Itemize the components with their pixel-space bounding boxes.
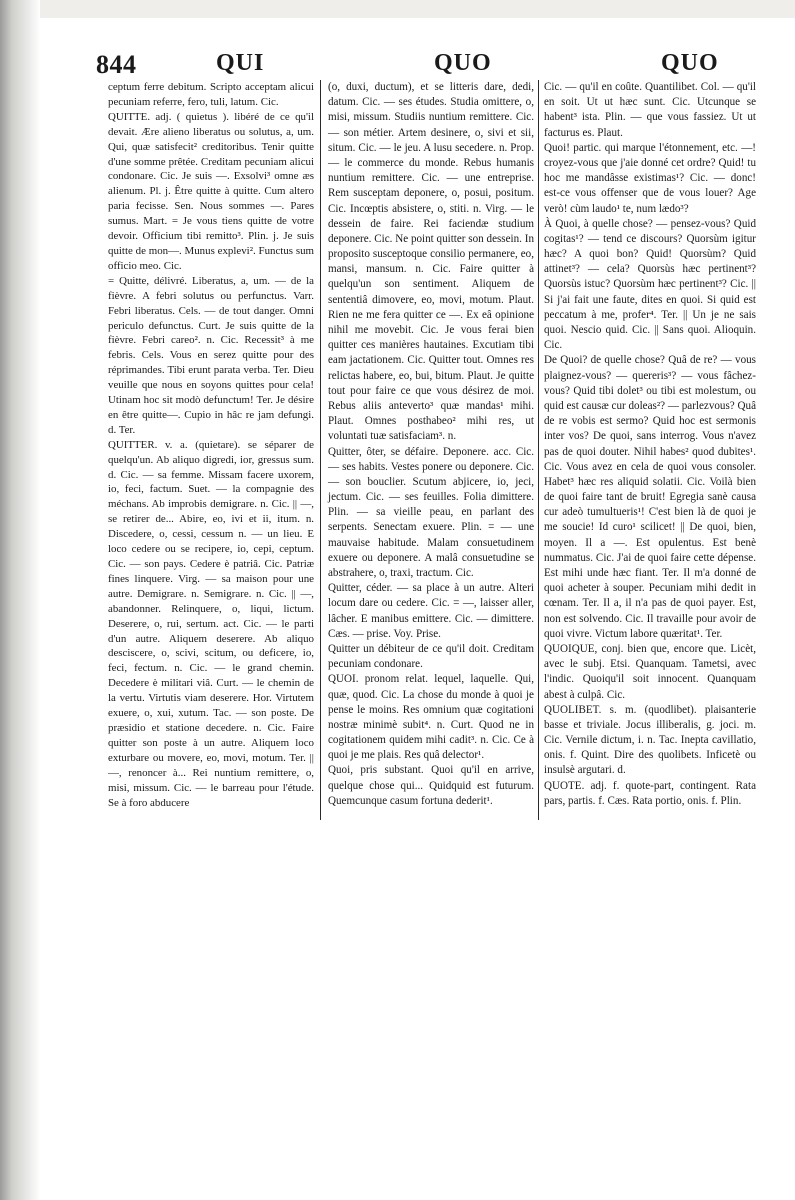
text-column-left [108,80,314,810]
entry-paragraph: À Quoi, à quelle chose? — pensez-vous? Quid cogitas¹? — tend ce discours? Quorsùm igitur hæc? A quoi bon? Quid! Quorsùm? Quid attinet³? — cela? Quorsùs hæc pertinent³? Quorsùs istuc? Quorsùm hæc pertinent³? Cic. || Si j'ai fait une faute, dites en quoi. Si quid est peccatum à me, profer⁴. Ter. || Un je ne sais quoi. Nescio quid. Cic. || Sans quoi. Alioquin. Cic. [544,217,756,352]
entry-paragraph: QUOI. pronom relat. lequel, laquelle. Qui, quæ, quod. Cic. La chose du monde à quoi je pense le moins. Res omnium quæ cogitationi nostræ minimè subit⁴. n. Curt. Quod ne in cogitationem quidem mihi cadit³. n. Cic. Ce à quoi je me plais. Res quâ delector¹. [328,673,534,762]
entry-paragraph: QUOLIBET. s. m. (quodlibet). plaisanterie basse et triviale. Jocus illiberalis, g. joci. m. Cic. Vernile dictum, i. n. Tac. Inepta cavillatio, onis. f. Quint. Dire des quolibets. Inficetè ou insulsè argutari. d. [544,703,756,777]
entry-paragraph: Quitter, ôter, se défaire. Deponere. acc. Cic. — ses habits. Vestes ponere ou deponere. Cic. — son bouclier. Scutum abjicere, io, jeci, jectum. Cic. — ses feuilles. Folia dimittere. Plin. — sa vieille peau, en parlant des serpents. Senectam exuere. Plin. = — une mauvaise habitude. Malam consuetudinem exuere ou deponere. A malâ consuetudine se abstrahere, o, traxi, tractum. Cic. [328,445,534,579]
column-rule [538,80,539,820]
page-top-edge [0,0,795,18]
entry-paragraph: Quitter un débiteur de ce qu'il doit. Creditam pecuniam condonare. [328,642,534,671]
entry-paragraph: Quoi, pris substant. Quoi qu'il en arrive, quelque chose qui... Quidquid est futurum. Quemcunque casum fortuna dederit¹. [328,764,534,807]
left-guide-word: QUI [216,50,265,76]
blank-page-area [0,900,795,1200]
entry-paragraph: QUOIQUE, conj. bien que, encore que. Licèt, avec le subj. Etsi. Quanquam. Tametsi, avec l'indic. Quoiqu'il soit innocent. Quanquam abest à culpâ. Cic. [544,642,756,701]
entry-paragraph: De Quoi? de quelle chose? Quâ de re? — vous plaignez-vous? — quereris³? — vous fâchez-vous? Quid tibi dolet³ ou tibi est molestum, ou quid est causæ cur doleas²? — parlezvous? Quâ de re vobis est sermo? Quid hoc est sermonis inter vos? De quoi, sans interrog. Vous n'avez pas de quoi douter. Nihil habes² quod dubites¹. Cic. Vous avez en cela de quoi vous consoler. Habet³ hæc res aliquid solatii. Cic. Voilà bien de quoi faire tant de bruit! Egregia sanè causa cur adeò tumultueris¹! C'est bien là de quoi je me soucie! Id curo¹ scilicet! || De quoi, bien, moyen. Il a —. Est opulentus. Est benè nummatus. Cic. J'ai de quoi faire cette dépense. Est mihi unde hæc fiant. Ter. Il m'a donné de quoi acheter à souper. Pecuniam mihi dedit in cœnam. Ter. Il a, il n'a pas de quoi payer. Est, non est solvendo. Cic. Il travaille pour avoir de quoi vivre. Victum labore quæritat¹. Ter. [544,354,756,640]
entry-paragraph: QUITTE. adj. ( quietus ). libéré de ce qu'il devait. Ære alieno liberatus ou solutus, a, um. Qui, quæ satisfecit² creditoribus. Tenir quitte d'une somme prêtée. Creditam pecuniam alicui condonare. Cic. Je suis —. Exsolvi³ omne æs alienum. Pl. j. Être quitte à quitte. Cum altero paria fecisse. Sen. Nous sommes —. Pares sumus. Mart. = Je vous tiens quitte de votre devoir. Officium tibi remitto³. Plin. j. Je suis quitte de mon—. Munus explevi². Functus sum officio meo. Cic. [108,110,314,272]
entry-paragraph: Cic. — qu'il en coûte. Quantilibet. Col. — qu'il en soit. Ut ut hæc sunt. Cic. Utcunque se habent³ ista. Plin. — que vous fassiez. Ut ut facturus es. Plaut. [544,81,756,139]
entry-paragraph: Quitter, céder. — sa place à un autre. Alteri locum dare ou cedere. Cic. = —, laisser aller, lâcher. E manibus emittere. Cic. — dimittere. Cæs. — prise. Voy. Prise. [328,582,534,640]
column-rule [320,80,321,820]
text-column-middle [328,80,534,809]
binding-shadow [0,0,40,1200]
entry-paragraph: QUOTE. adj. f. quote-part, contingent. Rata pars, partis. f. Cæs. Rata portio, onis. f. Plin. [544,779,756,807]
running-header [96,50,766,78]
page-number: 844 [96,50,137,79]
text-column-right [544,80,756,809]
entry-paragraph: QUITTER. v. a. (quietare). se séparer de quelqu'un. Ab aliquo digredi, ior, gressus sum. d. Cic. — sa femme. Missam facere uxorem, io, feci, factum. Suet. — la compagnie des méchans. Ab improbis demigrare. n. Cic. || —, se retirer de... Abire, eo, ivi et ii, itum. n. Discedere, o, cessi, cessum n. — un lieu. E loco cedere ou se recipere, io, cepi, ceptum. Cic. — son pays. Cedere è patriâ. Cic. Patriæ fines linquere. Virg. — sa maison pour une autre. Demigrare. n. Semigrare. n. Cic. || —, abandonner. Relinquere, o, liqui, lictum. Deserere, o, rui, sertum. act. Cic. — le parti d'un autre. Aliquem deserere. Ab aliquo desciscere, o, scivi, scitum, ou deficere, io, feci, fectum. n. Cic. — le grand chemin. Decedere è militari viâ. Curt. — le chemin de la vertu. Virtutis viam deserere. Hor. Virtutem exuere, o, xui, xutum. Tac. — son poste. De præsidio et statione decedere. n. Cic. Faire quitter son poste à un autre. Aliquem loco exturbare ou movere, eo, movi, motum. Ter. || —, renoncer à... Rei nuntium remittere, o, misi, missum. Cic. — le barreau pour l'étude. Se à foro abducere [108,438,314,809]
middle-guide-word: QUO [434,50,492,76]
entry-paragraph: = Quitte, délivré. Liberatus, a, um. — de la fièvre. A febri solutus ou perfunctus. Varr. Febri liberatus. Cels. — de tout danger. Omni periculo defunctus. Curt. Je suis quitte de la fièvre. Febri careo². n. Cic. Recessit³ à me febris. Cels. Vous en serez quitte pour des réprimandes. Tibi erunt parata verba. Ter. Dieu veuille que nous en soyons quittes pour cela! Utinam hoc sit modò defunctum! Ter. Je désire en être quitte—. Cupio in hâc re jam defungi. d. Ter. [108,274,314,436]
entry-paragraph: ceptum ferre debitum. Scripto acceptam alicui pecuniam referre, fero, tuli, latum. Cic. [108,81,314,108]
right-guide-word: QUO [661,50,719,76]
entry-paragraph: Quoi! partic. qui marque l'étonnement, etc. —! croyez-vous que j'aie donné cet ordre? Quid! tu hoc me mandâsse existimas¹? Cic. — donc! est-ce vous offenser que de vous louer? Age verò! cùm laudo¹ te, num lædo³? [544,141,756,215]
entry-paragraph: (o, duxi, ductum), et se litteris dare, dedi, datum. Cic. — ses études. Studia omittere, o, misi, missum. Studiis nuntium remittere. Cic. — son métier. Artem desinere, o, sivi et sii, situm. Cic. — le jeu. A lusu secedere. n. Prop. — le commerce du monde. Rebus humanis nuntium remittere. Cic. — une entreprise. Rem susceptam deponere, o, posui, positum. Cic. Incœptis absistere, o, stiti. n. Virg. — le dessein de faire. Rei faciendæ studium deponere. Cic. Ne point quitter son dessein. In proposito susceptoque consilio permanere, eo, mansi, mansum. n. Cic. Faire quitter à quelqu'un son sentiment. Aliquem de sententiâ dimovere, eo, movi, motum. Plaut. Rien ne me fera quitter ce —. Ex eâ opinione nihil me movebit. Cic. Je vous ferai bien quitter ces manières hautaines. Excutiam tibi eam jactationem. Cic. Quitter tout. Omnes res relictas habere, eo, bui, bitum. Plaut. Je quitte tout pour faire ce que vous désirez de moi. Rebus aliis anteverto³ quæ mandas¹ mihi. Plaut. Omnes posthabeo² mihi res, ut voluntati tuæ satisfaciam³. n. [328,81,534,443]
